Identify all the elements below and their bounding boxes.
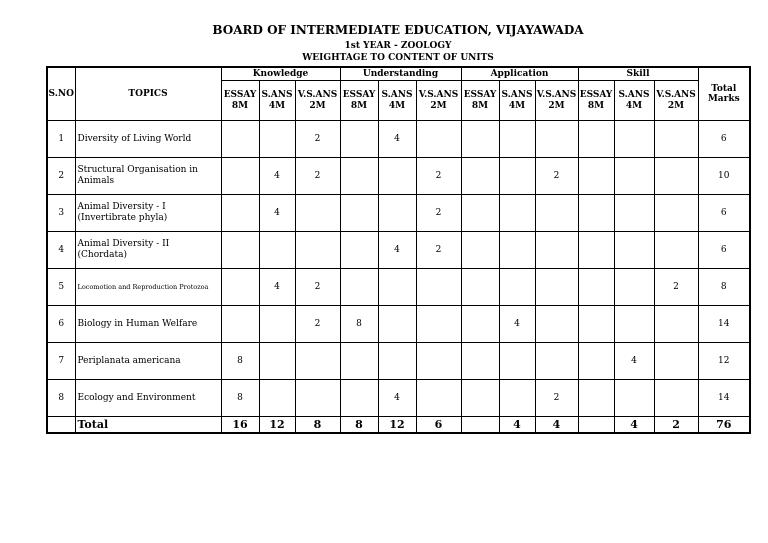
row-cell: 8: [340, 306, 378, 343]
row-cell: [295, 343, 340, 380]
total-sno-empty: [47, 417, 75, 434]
row-cell: [578, 232, 614, 269]
row-cell: 4: [259, 269, 295, 306]
row-cell: [221, 195, 259, 232]
row-cell: [654, 121, 698, 158]
total-cell: 8: [340, 417, 378, 434]
row-cell: [461, 195, 499, 232]
row-sno: 8: [47, 380, 75, 417]
row-cell: [499, 158, 535, 195]
row-cell: [259, 343, 295, 380]
row-cell: [416, 380, 461, 417]
row-cell: 4: [614, 343, 654, 380]
row-cell: 2: [416, 195, 461, 232]
header-topics: TOPICS: [75, 67, 221, 121]
row-cell: [259, 306, 295, 343]
total-cell: [461, 417, 499, 434]
row-cell: [578, 158, 614, 195]
row-cell: [416, 121, 461, 158]
total-cell: 4: [535, 417, 578, 434]
row-cell: [535, 232, 578, 269]
row-cell: [340, 232, 378, 269]
row-total: 12: [698, 343, 750, 380]
row-total: 6: [698, 232, 750, 269]
subheader-cell: ESSAY 8M: [461, 81, 499, 121]
row-cell: [654, 343, 698, 380]
row-cell: 4: [259, 158, 295, 195]
total-cell: [578, 417, 614, 434]
total-cell: 12: [259, 417, 295, 434]
row-sno: 6: [47, 306, 75, 343]
row-cell: [259, 121, 295, 158]
table-row: [47, 195, 750, 232]
row-cell: [378, 269, 416, 306]
page-subtitle-2: WEIGHTAGE TO CONTENT OF UNITS: [302, 53, 494, 63]
header-understanding: Understanding: [340, 67, 461, 81]
row-cell: [340, 269, 378, 306]
row-cell: [259, 380, 295, 417]
subheader-cell: ESSAY 8M: [221, 81, 259, 121]
total-cell: 6: [416, 417, 461, 434]
row-topic: Locomotion and Reproduction Protozoa: [75, 269, 221, 306]
row-cell: [499, 343, 535, 380]
row-sno: 3: [47, 195, 75, 232]
weightage-table: [46, 66, 751, 434]
row-total: 14: [698, 380, 750, 417]
row-cell: 8: [221, 343, 259, 380]
row-cell: [378, 158, 416, 195]
row-topic: Diversity of Living World: [75, 121, 221, 158]
row-cell: 2: [295, 269, 340, 306]
total-cell: 4: [614, 417, 654, 434]
subheader-cell: S.ANS 4M: [259, 81, 295, 121]
row-cell: 2: [416, 232, 461, 269]
row-cell: 2: [654, 269, 698, 306]
row-cell: [535, 121, 578, 158]
row-cell: [221, 158, 259, 195]
row-cell: [340, 380, 378, 417]
row-cell: [578, 380, 614, 417]
row-cell: 2: [295, 121, 340, 158]
header-application: Application: [461, 67, 578, 81]
row-cell: [340, 195, 378, 232]
row-cell: [416, 306, 461, 343]
row-cell: [499, 195, 535, 232]
row-cell: [654, 232, 698, 269]
total-grand: 76: [698, 417, 750, 434]
header-sno: S.NO: [47, 67, 75, 121]
row-cell: [654, 380, 698, 417]
total-cell: 2: [654, 417, 698, 434]
row-cell: 2: [295, 158, 340, 195]
page-subtitle: 1st YEAR - ZOOLOGY: [344, 41, 452, 51]
row-sno: 5: [47, 269, 75, 306]
subheader-cell: ESSAY 8M: [340, 81, 378, 121]
row-cell: [221, 306, 259, 343]
row-cell: 2: [535, 380, 578, 417]
table-row: [47, 232, 750, 269]
table-row: [47, 343, 750, 380]
row-cell: [378, 306, 416, 343]
row-total: 6: [698, 121, 750, 158]
row-topic: Periplanata americana: [75, 343, 221, 380]
row-cell: [221, 121, 259, 158]
row-total: 10: [698, 158, 750, 195]
row-sno: 4: [47, 232, 75, 269]
row-topic: Animal Diversity - I (Invertibrate phyla): [75, 195, 221, 232]
subheader-cell: S.ANS 4M: [378, 81, 416, 121]
header-skill: Skill: [578, 67, 698, 81]
row-cell: [295, 195, 340, 232]
row-cell: 8: [221, 380, 259, 417]
table-row: [47, 121, 750, 158]
total-cell: 12: [378, 417, 416, 434]
row-sno: 2: [47, 158, 75, 195]
row-topic: Animal Diversity - II (Chordata): [75, 232, 221, 269]
row-cell: [340, 343, 378, 380]
row-cell: [499, 269, 535, 306]
header-total-marks: Total Marks: [698, 67, 750, 121]
row-cell: [578, 195, 614, 232]
row-cell: [535, 195, 578, 232]
row-cell: [535, 306, 578, 343]
row-cell: 4: [378, 232, 416, 269]
row-cell: [340, 121, 378, 158]
row-cell: [499, 232, 535, 269]
row-cell: [295, 232, 340, 269]
row-cell: [614, 269, 654, 306]
row-cell: [221, 269, 259, 306]
row-cell: [221, 232, 259, 269]
row-cell: [578, 343, 614, 380]
row-cell: [461, 343, 499, 380]
row-cell: [614, 158, 654, 195]
row-cell: [461, 158, 499, 195]
table-row: [47, 158, 750, 195]
row-cell: [340, 158, 378, 195]
row-cell: [578, 269, 614, 306]
row-cell: 4: [499, 306, 535, 343]
row-cell: [461, 306, 499, 343]
total-cell: 4: [499, 417, 535, 434]
row-cell: 2: [416, 158, 461, 195]
row-sno: 7: [47, 343, 75, 380]
subheader-cell: V.S.ANS 2M: [654, 81, 698, 121]
row-total: 8: [698, 269, 750, 306]
table-row: [47, 306, 750, 343]
row-cell: [578, 306, 614, 343]
subheader-cell: V.S.ANS 2M: [416, 81, 461, 121]
row-cell: [535, 343, 578, 380]
row-cell: [461, 232, 499, 269]
row-topic: Ecology and Environment: [75, 380, 221, 417]
row-cell: 2: [295, 306, 340, 343]
subheader-cell: S.ANS 4M: [499, 81, 535, 121]
row-topic: Biology in Human Welfare: [75, 306, 221, 343]
row-cell: [654, 306, 698, 343]
row-cell: 4: [378, 121, 416, 158]
subheader-cell: S.ANS 4M: [614, 81, 654, 121]
row-cell: [295, 380, 340, 417]
row-cell: [461, 380, 499, 417]
row-total: 14: [698, 306, 750, 343]
row-topic: Structural Organisation in Animals: [75, 158, 221, 195]
row-total: 6: [698, 195, 750, 232]
row-cell: [614, 306, 654, 343]
row-cell: 2: [535, 158, 578, 195]
row-cell: [499, 380, 535, 417]
subheader-cell: V.S.ANS 2M: [295, 81, 340, 121]
row-cell: [259, 232, 295, 269]
row-sno: 1: [47, 121, 75, 158]
subheader-cell: V.S.ANS 2M: [535, 81, 578, 121]
total-label: Total: [75, 417, 221, 434]
row-cell: [614, 380, 654, 417]
table-body: [47, 121, 750, 434]
page-title: BOARD OF INTERMEDIATE EDUCATION, VIJAYAWADA: [212, 23, 584, 37]
row-cell: [654, 195, 698, 232]
row-cell: [578, 121, 614, 158]
row-cell: 4: [259, 195, 295, 232]
row-cell: [416, 343, 461, 380]
row-cell: [461, 121, 499, 158]
total-row: [47, 417, 750, 434]
row-cell: [614, 232, 654, 269]
subheader-cell: ESSAY 8M: [578, 81, 614, 121]
total-cell: 8: [295, 417, 340, 434]
table-row: [47, 380, 750, 417]
row-cell: [378, 343, 416, 380]
row-cell: 4: [378, 380, 416, 417]
row-cell: [461, 269, 499, 306]
header-knowledge: Knowledge: [221, 67, 340, 81]
row-cell: [614, 121, 654, 158]
row-cell: [535, 269, 578, 306]
table-row: [47, 269, 750, 306]
row-cell: [499, 121, 535, 158]
row-cell: [614, 195, 654, 232]
total-cell: 16: [221, 417, 259, 434]
row-cell: [654, 158, 698, 195]
row-cell: [378, 195, 416, 232]
row-cell: [416, 269, 461, 306]
